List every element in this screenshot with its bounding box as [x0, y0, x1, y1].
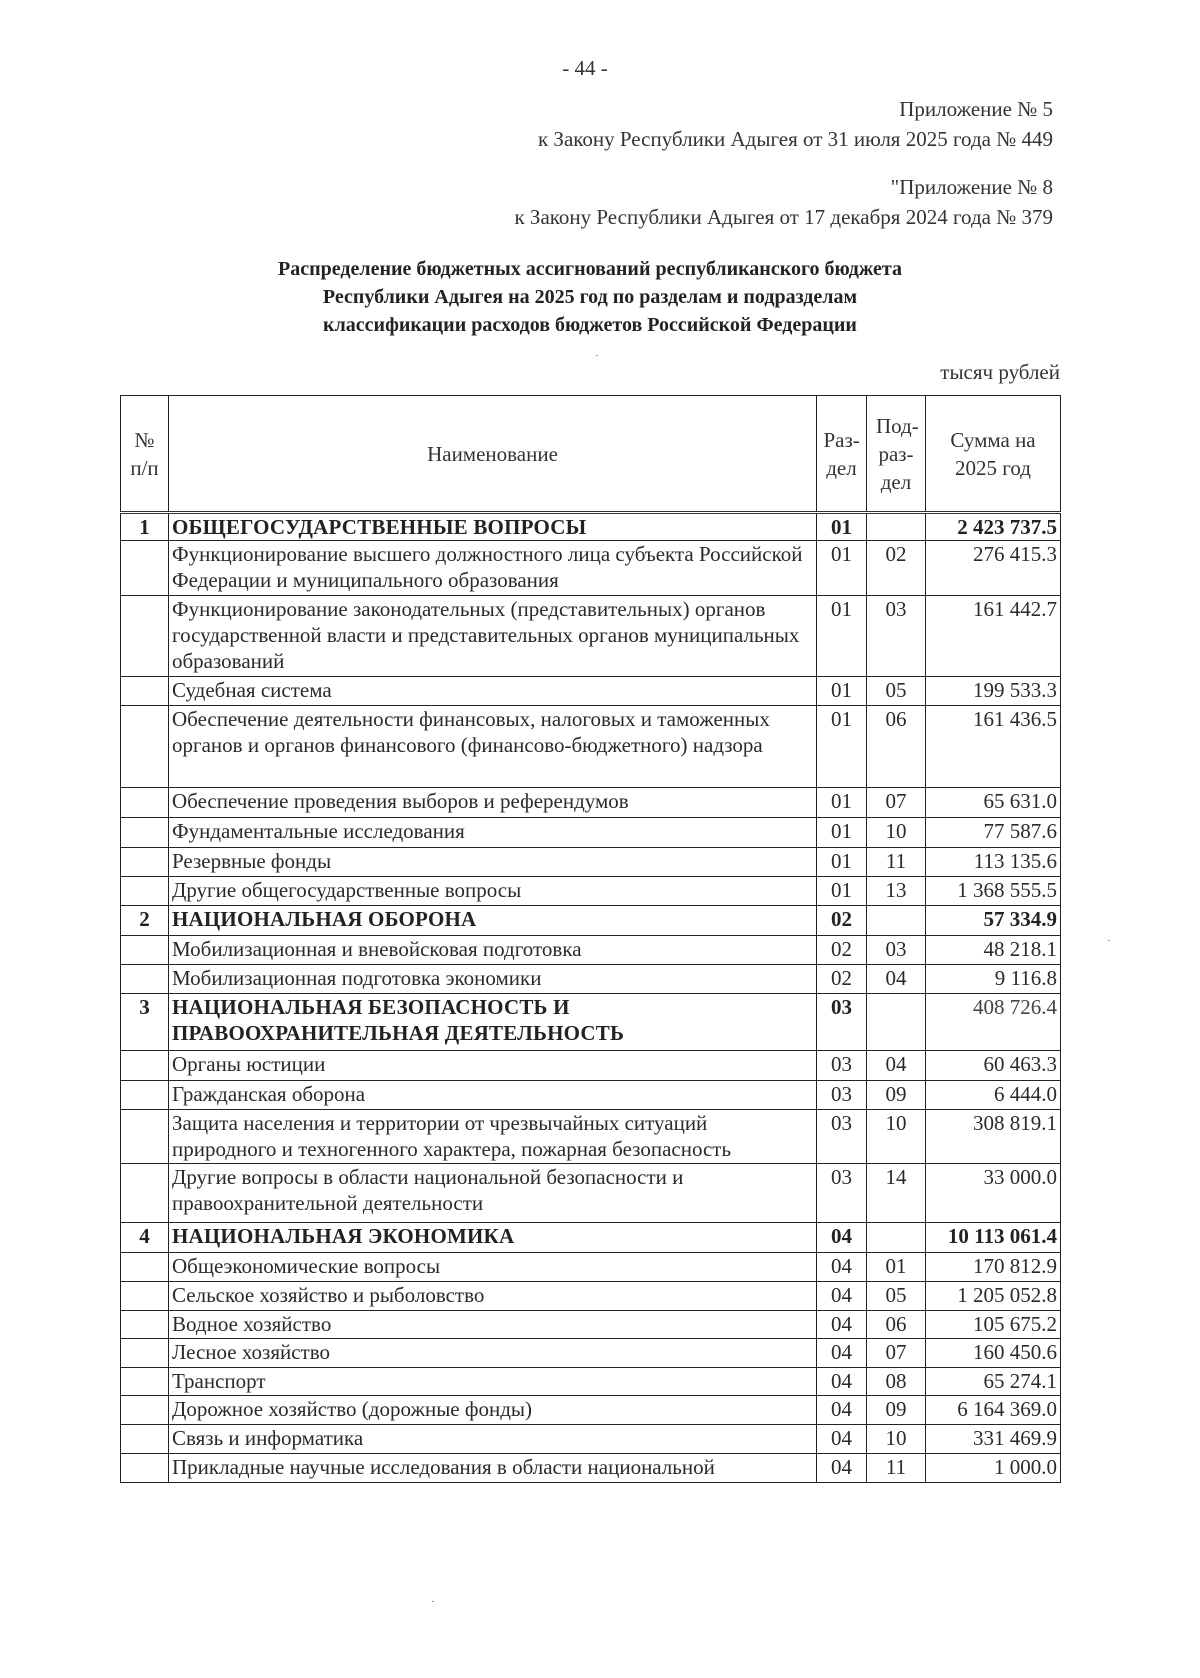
cell-name: Судебная система: [169, 677, 817, 706]
cell-podrazdel: 10: [867, 818, 926, 848]
cell-nr: [121, 1339, 169, 1368]
cell-podrazdel: 09: [867, 1396, 926, 1425]
cell-podrazdel: 07: [867, 1339, 926, 1368]
cell-sum: 308 819.1: [926, 1110, 1061, 1164]
cell-name: Лесное хозяйство: [169, 1339, 817, 1368]
cell-name: ОБЩЕГОСУДАРСТВЕННЫЕ ВОПРОСЫ: [169, 513, 817, 541]
cell-podrazdel: [867, 1223, 926, 1253]
cell-razdel: 01: [817, 788, 867, 818]
cell-podrazdel: 02: [867, 541, 926, 596]
cell-nr: [121, 1368, 169, 1396]
cell-sum: 77 587.6: [926, 818, 1061, 848]
cell-nr: [121, 541, 169, 596]
title-line1: Распределение бюджетных ассигнований республиканского бюджета: [278, 258, 902, 280]
appendix-previous-line1: "Приложение № 8: [890, 175, 1053, 199]
table-row: [121, 1164, 1061, 1223]
cell-razdel: 01: [817, 677, 867, 706]
cell-nr: [121, 1110, 169, 1164]
cell-sum: 2 423 737.5: [926, 513, 1061, 541]
cell-name: Дорожное хозяйство (дорожные фонды): [169, 1396, 817, 1425]
cell-sum: 65 631.0: [926, 788, 1061, 818]
scan-speck: [432, 1601, 434, 1602]
appendix-current-line1: Приложение № 5: [899, 97, 1053, 121]
cell-razdel: 01: [817, 541, 867, 596]
cell-name: НАЦИОНАЛЬНАЯ ОБОРОНА: [169, 906, 817, 936]
cell-nr: [121, 1425, 169, 1454]
cell-podrazdel: 14: [867, 1164, 926, 1223]
cell-podrazdel: 09: [867, 1081, 926, 1110]
cell-sum: 113 135.6: [926, 848, 1061, 877]
cell-sum: 1 368 555.5: [926, 877, 1061, 906]
header-razdel-label: Раз- дел: [823, 427, 860, 480]
cell-podrazdel: 06: [867, 1311, 926, 1339]
cell-sum: 57 334.9: [926, 906, 1061, 936]
cell-sum: 6 444.0: [926, 1081, 1061, 1110]
cell-nr: [121, 1051, 169, 1081]
header-sum-label: Сумма на 2025 год: [950, 427, 1036, 480]
cell-name: Сельское хозяйство и рыболовство: [169, 1282, 817, 1311]
table-row: [121, 818, 1061, 848]
cell-razdel: 04: [817, 1454, 867, 1483]
cell-razdel: 03: [817, 1081, 867, 1110]
table-row: [121, 965, 1061, 994]
cell-nr: 2: [121, 906, 169, 936]
cell-sum: 331 469.9: [926, 1425, 1061, 1454]
cell-nr: 3: [121, 994, 169, 1051]
cell-name: НАЦИОНАЛЬНАЯ БЕЗОПАСНОСТЬ И ПРАВООХРАНИТЕЛЬНАЯ ДЕЯТЕЛЬНОСТЬ: [169, 994, 817, 1051]
cell-razdel: 03: [817, 1051, 867, 1081]
cell-razdel: 04: [817, 1396, 867, 1425]
cell-nr: [121, 706, 169, 788]
cell-name: Другие вопросы в области национальной безопасности и правоохранительной деятельности: [169, 1164, 817, 1223]
cell-podrazdel: 05: [867, 1282, 926, 1311]
header-nr-label: № п/п: [130, 427, 159, 480]
cell-sum: 161 442.7: [926, 596, 1061, 677]
cell-nr: [121, 1253, 169, 1282]
cell-name: Функционирование законодательных (представительных) органов государственной власти и представительных органов муниципальных образований: [169, 596, 817, 677]
table-row: [121, 1051, 1061, 1081]
cell-nr: 4: [121, 1223, 169, 1253]
cell-name: Функционирование высшего должностного лица субъекта Российской Федерации и муниципального образования: [169, 541, 817, 596]
cell-name: Гражданская оборона: [169, 1081, 817, 1110]
cell-sum: 48 218.1: [926, 936, 1061, 965]
cell-razdel: 02: [817, 906, 867, 936]
cell-sum: 60 463.3: [926, 1051, 1061, 1081]
cell-nr: [121, 818, 169, 848]
header-razdel: [817, 396, 867, 513]
table-row: [121, 1311, 1061, 1339]
cell-razdel: 01: [817, 877, 867, 906]
cell-name: Водное хозяйство: [169, 1311, 817, 1339]
title-line2: Республики Адыгея на 2025 год по разделам и подразделам: [322, 286, 858, 308]
header-nr: [121, 396, 169, 513]
table-section-row: [121, 994, 1061, 1051]
cell-podrazdel: 03: [867, 936, 926, 965]
appendix-current-line2: к Закону Республики Адыгея от 31 июля 2025 года № 449: [537, 127, 1053, 151]
cell-nr: [121, 1311, 169, 1339]
cell-name: Связь и информатика: [169, 1425, 817, 1454]
table-row: [121, 1253, 1061, 1282]
cell-podrazdel: 11: [867, 848, 926, 877]
cell-name: Резервные фонды: [169, 848, 817, 877]
document-title: [140, 255, 1040, 339]
table-row: [121, 877, 1061, 906]
cell-podrazdel: 04: [867, 1051, 926, 1081]
cell-name: Фундаментальные исследования: [169, 818, 817, 848]
cell-nr: [121, 1396, 169, 1425]
table-header-row: [121, 396, 1061, 513]
table-row: [121, 596, 1061, 677]
table-section-row: [121, 513, 1061, 541]
cell-sum: 199 533.3: [926, 677, 1061, 706]
cell-podrazdel: 10: [867, 1425, 926, 1454]
cell-podrazdel: 07: [867, 788, 926, 818]
cell-razdel: 01: [817, 513, 867, 541]
cell-podrazdel: [867, 906, 926, 936]
cell-name: Прикладные научные исследования в области национальной: [169, 1454, 817, 1483]
table-row: [121, 1454, 1061, 1483]
table-row: [121, 1110, 1061, 1164]
cell-razdel: 04: [817, 1339, 867, 1368]
cell-sum: 408 726.4: [926, 994, 1061, 1051]
cell-podrazdel: 11: [867, 1454, 926, 1483]
cell-name: Органы юстиции: [169, 1051, 817, 1081]
cell-razdel: 04: [817, 1368, 867, 1396]
cell-razdel: 01: [817, 818, 867, 848]
cell-razdel: 04: [817, 1223, 867, 1253]
table-row: [121, 788, 1061, 818]
cell-nr: [121, 1282, 169, 1311]
cell-nr: 1: [121, 513, 169, 541]
cell-podrazdel: [867, 994, 926, 1051]
table-row: [121, 1339, 1061, 1368]
table-row: [121, 936, 1061, 965]
table-row: [121, 1396, 1061, 1425]
cell-sum: 1 205 052.8: [926, 1282, 1061, 1311]
cell-nr: [121, 788, 169, 818]
title-line3: классификации расходов бюджетов Российской Федерации: [323, 314, 857, 336]
cell-razdel: 02: [817, 936, 867, 965]
table-row: [121, 541, 1061, 596]
cell-name: Обеспечение деятельности финансовых, налоговых и таможенных органов и органов финансового (финансово-бюджетного) надзора: [169, 706, 817, 788]
cell-nr: [121, 677, 169, 706]
table-row: [121, 1081, 1061, 1110]
cell-podrazdel: 08: [867, 1368, 926, 1396]
cell-razdel: 03: [817, 994, 867, 1051]
cell-sum: 161 436.5: [926, 706, 1061, 788]
cell-name: Обеспечение проведения выборов и референдумов: [169, 788, 817, 818]
page-number: - 44 -: [562, 56, 608, 80]
cell-podrazdel: 03: [867, 596, 926, 677]
cell-name: Транспорт: [169, 1368, 817, 1396]
cell-name: Общеэкономические вопросы: [169, 1253, 817, 1282]
cell-sum: 10 113 061.4: [926, 1223, 1061, 1253]
cell-razdel: 02: [817, 965, 867, 994]
cell-podrazdel: 05: [867, 677, 926, 706]
cell-nr: [121, 596, 169, 677]
cell-name: Защита населения и территории от чрезвычайных ситуаций природного и техногенного характера, пожарная безопасность: [169, 1110, 817, 1164]
cell-razdel: 04: [817, 1425, 867, 1454]
cell-name: Мобилизационная и вневойсковая подготовка: [169, 936, 817, 965]
cell-nr: [121, 1454, 169, 1483]
table-row: [121, 1368, 1061, 1396]
table-row: [121, 1282, 1061, 1311]
scan-speck: [1108, 940, 1110, 941]
appendix-previous-law: [514, 172, 1053, 232]
cell-name: Мобилизационная подготовка экономики: [169, 965, 817, 994]
table-row: [121, 1425, 1061, 1454]
cell-razdel: 03: [817, 1164, 867, 1223]
cell-sum: 170 812.9: [926, 1253, 1061, 1282]
table-row: [121, 677, 1061, 706]
table-row: [121, 706, 1061, 788]
cell-nr: [121, 1164, 169, 1223]
header-podrazdel-label: Под- раз- дел: [876, 413, 919, 494]
table-section-row: [121, 906, 1061, 936]
cell-razdel: 01: [817, 596, 867, 677]
cell-podrazdel: 04: [867, 965, 926, 994]
cell-nr: [121, 1081, 169, 1110]
table-section-row: [121, 1223, 1061, 1253]
appendix-current-law: [538, 94, 1053, 154]
cell-sum: 105 675.2: [926, 1311, 1061, 1339]
cell-razdel: 04: [817, 1282, 867, 1311]
cell-podrazdel: 10: [867, 1110, 926, 1164]
cell-name: Другие общегосударственные вопросы: [169, 877, 817, 906]
header-sum: [926, 396, 1061, 513]
cell-nr: [121, 848, 169, 877]
cell-podrazdel: [867, 513, 926, 541]
cell-nr: [121, 965, 169, 994]
cell-name: НАЦИОНАЛЬНАЯ ЭКОНОМИКА: [169, 1223, 817, 1253]
cell-sum: 6 164 369.0: [926, 1396, 1061, 1425]
cell-sum: 1 000.0: [926, 1454, 1061, 1483]
cell-sum: 276 415.3: [926, 541, 1061, 596]
cell-podrazdel: 01: [867, 1253, 926, 1282]
units-label: тысяч рублей: [940, 360, 1060, 384]
cell-sum: 33 000.0: [926, 1164, 1061, 1223]
table-body: [121, 513, 1061, 1483]
appendix-previous-line2: к Закону Республики Адыгея от 17 декабря 2024 года № 379: [514, 205, 1053, 229]
cell-sum: 65 274.1: [926, 1368, 1061, 1396]
cell-razdel: 01: [817, 706, 867, 788]
cell-nr: [121, 877, 169, 906]
budget-table: [120, 395, 1061, 1483]
table-row: [121, 848, 1061, 877]
cell-razdel: 04: [817, 1311, 867, 1339]
header-podrazdel: [867, 396, 926, 513]
cell-sum: 9 116.8: [926, 965, 1061, 994]
cell-podrazdel: 13: [867, 877, 926, 906]
cell-podrazdel: 06: [867, 706, 926, 788]
header-name: Наименование: [169, 396, 817, 513]
cell-sum: 160 450.6: [926, 1339, 1061, 1368]
cell-razdel: 04: [817, 1253, 867, 1282]
cell-nr: [121, 936, 169, 965]
cell-razdel: 01: [817, 848, 867, 877]
scan-speck: [596, 355, 598, 356]
cell-razdel: 03: [817, 1110, 867, 1164]
